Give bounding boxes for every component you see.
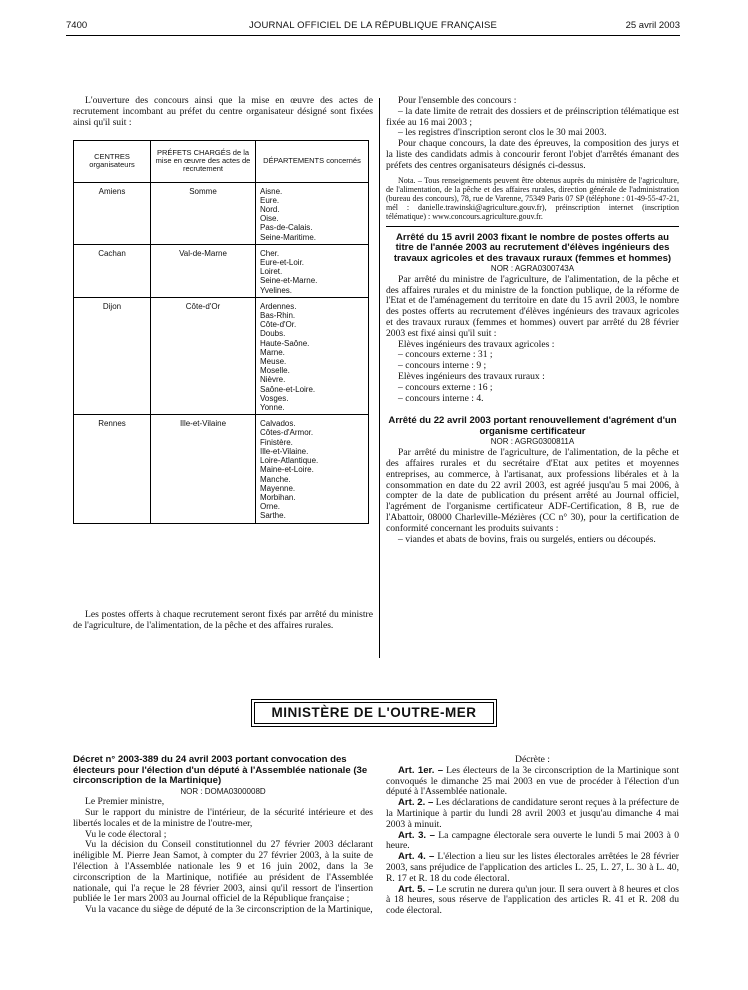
prefet-cell: Côte-d'Or	[151, 297, 256, 414]
header-rule	[66, 35, 680, 36]
article-1-label: Art. 1er. –	[398, 764, 444, 776]
prefet-cell: Somme	[151, 182, 256, 244]
paragraph: Le Premier ministre,	[85, 796, 165, 808]
departement: Eure.	[260, 195, 280, 205]
article-5-text: Le scrutin ne durera qu'un jour. Il sera ouvert à 8 heures et clos à 18 heures, sous réserve de l'application des articles R. 41 et R. 208 du code électoral.	[386, 883, 679, 917]
departement: Sarthe.	[260, 511, 286, 521]
nor-reference-1: NOR : AGRA0300743A	[490, 264, 575, 274]
departement: Vosges.	[260, 393, 289, 403]
bullet-item: – viandes et abats de bovins, frais ou surgelés, entiers ou découpés.	[398, 533, 656, 545]
article-3-text: La campagne électorale sera ouverte le lundi 5 mai 2003 à 0 heure.	[386, 829, 679, 852]
decree-title-3: Décret n° 2003-389 du 24 avril 2003 portant convocation des électeurs pour l'élection d'un député à l'Assemblée nationale (3e circonscription de la Martinique)	[73, 754, 368, 786]
article-3-label: Art. 3. –	[398, 829, 435, 841]
departement: Manche.	[260, 474, 291, 484]
column-left-bottom	[73, 610, 373, 632]
prefet-cell: Ille-et-Vilaine	[151, 415, 256, 523]
departement: Morbihan.	[260, 492, 296, 502]
column-divider	[379, 98, 380, 658]
departement: Oise.	[260, 214, 279, 224]
journal-title: JOURNAL OFFICIEL DE LA RÉPUBLIQUE FRANÇAISE	[248, 20, 498, 31]
departement: Saône-et-Loire.	[260, 384, 316, 394]
table-row	[74, 182, 369, 244]
departement: Cher.	[260, 248, 280, 258]
centre-cell: Cachan	[74, 244, 151, 297]
departement: Yvelines.	[260, 285, 293, 295]
header-departements: DÉPARTEMENTS concernés	[256, 141, 369, 183]
departement: Marne.	[260, 347, 285, 357]
article-1	[386, 766, 679, 798]
intro-paragraph: L'ouverture des concours ainsi que la mise en œuvre des actes de recrutement incombant au préfet du centre organisateur désigné sont fixées ainsi qu'il suit :	[73, 95, 373, 128]
header-centres: CENTRES organisateurs	[74, 141, 151, 183]
table-row	[74, 297, 369, 414]
departement: Meuse.	[260, 357, 287, 367]
column-left-top	[73, 96, 373, 128]
departement: Calvados.	[260, 419, 296, 429]
departements-cell	[256, 415, 369, 523]
article-3	[386, 831, 679, 853]
departement: Orne.	[260, 502, 281, 512]
departement: Doubs.	[260, 329, 286, 339]
page-number: 7400	[66, 20, 88, 31]
list-item: – concours interne : 4.	[398, 392, 484, 404]
departement: Ardennes.	[260, 301, 297, 311]
page-header	[66, 20, 680, 36]
prefet-cell: Val-de-Marne	[151, 244, 256, 297]
article-2-text: Les déclarations de candidature seront reçues à la préfecture de la Martinique à partir du lundi 28 avril 2003 et jusqu'au dimanche 4 mai 2003 à minuit.	[386, 797, 679, 830]
paragraph: Vu la vacance du siège de député de la 3e circonscription de la Martinique,	[85, 904, 373, 916]
departement: Maine-et-Loire.	[260, 465, 314, 475]
paragraph: Pour l'ensemble des concours :	[398, 95, 517, 106]
departements-cell	[256, 244, 369, 297]
list-item: – concours interne : 9 ;	[398, 360, 487, 372]
paragraph: Par arrêté du ministre de l'agriculture, de l'alimentation, de la pêche et des affaires rurales et du ministre de la fonction publique, de la réforme de l'Etat et de l'aménagement du territoire en date du 15 avril 2003, le nombre des postes offerts au recrutement d'élèves ingénieurs des travaux agricoles et des travaux ruraux (femmes et hommes) ouvert par arrêté du 28 février 2003 est fixé ainsi qu'il suit :	[386, 273, 679, 339]
table-row	[74, 415, 369, 523]
paragraph: Pour chaque concours, la date des épreuves, la composition des jurys et la liste des candidats admis à concourir feront l'objet d'arrêtés émanant des préfets des centres organisateurs désignés ci-dessus.	[386, 138, 679, 171]
bullet-item: – les registres d'inscription seront clos le 30 mai 2003.	[398, 127, 607, 139]
departement: Haute-Saône.	[260, 338, 310, 348]
departement: Eure-et-Loir.	[260, 258, 305, 268]
article-5-label: Art. 5. –	[398, 883, 434, 895]
table-row	[74, 244, 369, 297]
nor-reference-3: NOR : DOMA0300008D	[180, 786, 266, 796]
article-4-label: Art. 4. –	[398, 851, 435, 863]
departement: Bas-Rhin.	[260, 311, 296, 321]
nota-note: Nota. – Tous renseignements peuvent être obtenus auprès du ministère de l'agriculture, de l'alimentation, de la pêche et des affaires rurales, direction générale de l'administration (bureau des concours), 78, rue de Varenne, 75349 Paris 07 SP (téléphone : 01-49-55-47-21, mél : danielle.trawinski@agriculture.gouv.fr), préinscription internet (inscription télématique) : www.concours.agriculture.gouv.fr.	[386, 175, 679, 222]
departement: Mayenne.	[260, 483, 296, 493]
list-item: – concours externe : 31 ;	[398, 349, 493, 361]
decree-title-2: Arrêté du 22 avril 2003 portant renouvellement d'agrément d'un organisme certificateur	[388, 415, 677, 437]
paragraph: Par arrêté du ministre de l'agriculture, de l'alimentation, de la pêche et des affaires rurales et du secrétaire d'Etat aux petites et moyennes entreprises, au commerce, à l'artisanat, aux professions libérales et à la consommation en date du 22 avril 2003, est agréé jusqu'au 5 mai 2006, à compter de la date de publication du présent arrêté au Journal officiel, l'agrément de l'organisme certificateur ADF-Certification, 8 B, rue de l'Abattoir, 08000 Charleville-Mézières (CC n° 30), pour la certification de conformité concernant les produits suivants :	[386, 447, 679, 534]
section-separator	[386, 226, 679, 227]
column-left-decree	[73, 755, 373, 916]
decrete-heading: Décrète :	[515, 754, 550, 765]
centre-cell: Amiens	[74, 182, 151, 244]
decree-title-1: Arrêté du 15 avril 2003 fixant le nombre de postes offerts au titre de l'année 2003 au recrutement d'élèves ingénieurs des travaux agricoles et des travaux ruraux (femmes et hommes)	[393, 231, 672, 264]
departements-cell	[256, 182, 369, 244]
departement: Nord.	[260, 205, 280, 215]
list-item: Elèves ingénieurs des travaux agricoles :	[398, 338, 555, 350]
header-prefets: PRÉFETS CHARGÉS de la mise en œuvre des actes de recrutement	[151, 141, 256, 183]
paragraph: Vu le code électoral ;	[85, 828, 167, 840]
article-4-text: L'élection a lieu sur les listes électorales arrêtées le 28 février 2003, sans préjudice de l'application des articles L. 25, L. 27, L. 30 à L. 40, R. 17 et R. 18 du code électoral.	[386, 851, 679, 884]
departement: Pas-de-Calais.	[260, 223, 313, 233]
departement: Ille-et-Vilaine.	[260, 446, 309, 456]
paragraph: Sur le rapport du ministre de l'intérieur, de la sécurité intérieure et des libertés locales et de la ministre de l'outre-mer,	[73, 807, 373, 829]
bullet-item: – la date limite de retrait des dossiers et de préinscription télématique est fixée au 16 mai 2003 ;	[386, 105, 679, 128]
column-right-top	[386, 96, 679, 545]
departement: Moselle.	[260, 366, 290, 376]
departement: Côtes-d'Armor.	[260, 428, 314, 438]
article-5	[386, 885, 679, 917]
article-4	[386, 852, 679, 884]
centre-cell: Dijon	[74, 297, 151, 414]
column-right-decree	[386, 755, 679, 917]
article-2	[386, 798, 679, 830]
departement: Seine-et-Marne.	[260, 276, 318, 286]
departement: Loire-Atlantique.	[260, 456, 319, 466]
issue-date: 25 avril 2003	[625, 20, 680, 31]
departement: Yonne.	[260, 403, 285, 413]
article-2-label: Art. 2. –	[398, 797, 434, 809]
list-item: – concours externe : 16 ;	[398, 381, 493, 393]
centre-cell: Rennes	[74, 415, 151, 523]
departements-cell	[256, 297, 369, 414]
departement: Nièvre.	[260, 375, 286, 385]
paragraph: Vu la décision du Conseil constitutionnel du 27 février 2003 déclarant inéligible M. Pierre Jean Samot, à compter du 27 février 2003, à la suite de l'élection à l'Assemblée nationale les 9 et 16 juin 2002, dans la 3e circonscription de la Martinique, notifiée au président de l'Assemblée nationale, qui l'a reçue le 28 février 2003, ainsi qu'il ressort de l'insertion publiée le 1er mars 2003 au Journal officiel de la République française ;	[73, 839, 373, 905]
ministry-heading: MINISTÈRE DE L'OUTRE-MER	[254, 702, 494, 724]
nor-reference-2: NOR : AGRG0300811A	[490, 437, 575, 447]
departement: Côte-d'Or.	[260, 320, 297, 330]
centres-table	[73, 140, 369, 524]
departement: Seine-Maritime.	[260, 232, 317, 242]
departement: Loiret.	[260, 267, 283, 277]
departement: Finistère.	[260, 437, 293, 447]
article-1-text: Les électeurs de la 3e circonscription de la Martinique sont convoqués le dimanche 25 mai 2003 en vue de procéder à l'élection d'un député à l'Assemblée nationale.	[386, 764, 679, 798]
outro-paragraph: Les postes offerts à chaque recrutement seront fixés par arrêté du ministre de l'agriculture, de l'alimentation, de la pêche et des affaires rurales.	[73, 609, 373, 631]
list-item: Elèves ingénieurs des travaux ruraux :	[398, 371, 545, 383]
departement: Aisne.	[260, 186, 283, 196]
